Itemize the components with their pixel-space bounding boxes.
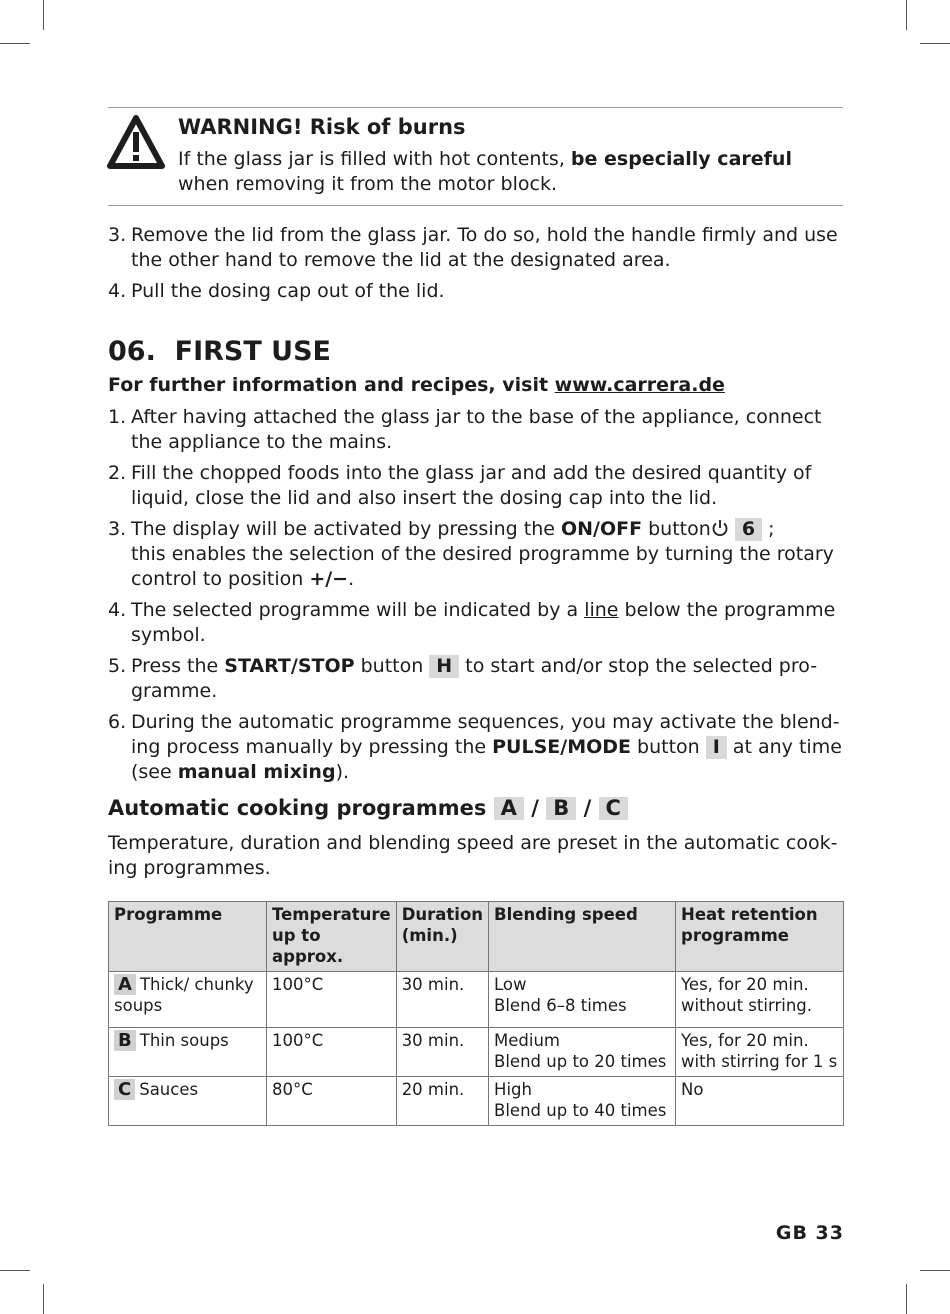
temperature-cell: 80°C [267, 1077, 397, 1126]
warning-triangle-icon [106, 114, 166, 170]
temperature-cell: 100°C [267, 1028, 397, 1077]
column-header: Programme [109, 902, 267, 972]
programme-table [108, 901, 844, 1126]
speed-cell: Medium Blend up to 20 times [489, 1028, 676, 1077]
first-use-steps [108, 405, 843, 791]
crop-mark [43, 1284, 44, 1314]
crop-mark [43, 0, 44, 30]
power-icon [711, 519, 729, 537]
website-link[interactable]: www.carrera.de [554, 374, 725, 396]
section-title: 06. FIRST USE [108, 336, 331, 367]
button-tag-h: H [429, 655, 459, 678]
list-item: 3. Remove the lid from the glass jar. To do so, hold the handle firmly and use the other hand to remove the lid at the designated area. [108, 224, 838, 271]
column-header: Blending speed [489, 902, 676, 972]
program-tag: C [114, 1079, 135, 1100]
list-item: 4. The selected programme will be indicated by a line below the programme symbol. [108, 599, 836, 646]
language-code: GB [775, 1222, 808, 1244]
program-tag-b: B [546, 797, 576, 820]
page-number: 33 [815, 1222, 844, 1244]
list-item: 6. During the automatic programme sequences, you may activate the blend-ing process manually by pressing the PULSE/MODE button I at any time (see manual mixing). [108, 711, 842, 783]
retention-cell: No [676, 1077, 844, 1126]
warning-text: If the glass jar is filled with hot contents, be especially careful when removing it from the motor block. [178, 148, 792, 195]
duration-cell: 30 min. [396, 972, 488, 1028]
info-line: For further information and recipes, visit www.carrera.de [108, 374, 725, 396]
table-row [109, 1028, 844, 1077]
temperature-cell: 100°C [267, 972, 397, 1028]
column-header: Duration (min.) [396, 902, 488, 972]
speed-cell: High Blend up to 40 times [489, 1077, 676, 1126]
crop-mark [906, 0, 907, 30]
column-header: Heat retention programme [676, 902, 844, 972]
programme-cell: A Thick/ chunky soups [109, 972, 267, 1028]
list-item: 1. After having attached the glass jar to the base of the appliance, connect the appliance to the mains. [108, 406, 822, 453]
button-tag-6: 6 [735, 518, 762, 541]
list-item: 4. Pull the dosing cap out of the lid. [108, 280, 445, 302]
programme-cell: B Thin soups [109, 1028, 267, 1077]
lid-removal-steps [108, 223, 843, 310]
program-tag-c: C [599, 797, 628, 820]
list-item: 2. Fill the chopped foods into the glass jar and add the desired quantity of liquid, close the lid and also insert the dosing cap into the lid. [108, 462, 812, 509]
speed-cell: Low Blend 6–8 times [489, 972, 676, 1028]
page-footer [776, 1222, 844, 1244]
list-item: 3. The display will be activated by pressing the ON/OFF button 6 ; this enables the selection of the desired programme by turning the rotary control to position +/−. [108, 518, 834, 590]
program-tag-a: A [494, 797, 524, 820]
crop-mark [920, 43, 950, 44]
list-item: 5. Press the START/STOP button H to start and/or stop the selected pro-gramme. [108, 655, 818, 702]
program-tag: A [114, 974, 136, 995]
crop-mark [0, 1270, 30, 1271]
crop-mark [0, 43, 30, 44]
divider [108, 107, 843, 108]
button-tag-i: I [706, 736, 727, 759]
duration-cell: 20 min. [396, 1077, 488, 1126]
programme-cell: C Sauces [109, 1077, 267, 1126]
column-header: Temperature up to approx. [267, 902, 397, 972]
retention-cell: Yes, for 20 min. with stirring for 1 s [676, 1028, 844, 1077]
retention-cell: Yes, for 20 min. without stirring. [676, 972, 844, 1028]
crop-mark [906, 1284, 907, 1314]
subsection-title: Automatic cooking programmes A / B / C [108, 796, 628, 820]
duration-cell: 30 min. [396, 1028, 488, 1077]
table-header-row [109, 902, 844, 972]
divider [108, 205, 843, 206]
table-row [109, 1077, 844, 1126]
program-tag: B [114, 1030, 136, 1051]
intro-text: Temperature, duration and blending speed are preset in the automatic cook-ing programmes. [108, 832, 838, 879]
table-row [109, 972, 844, 1028]
crop-mark [920, 1270, 950, 1271]
warning-title: WARNING! Risk of burns [178, 115, 466, 139]
